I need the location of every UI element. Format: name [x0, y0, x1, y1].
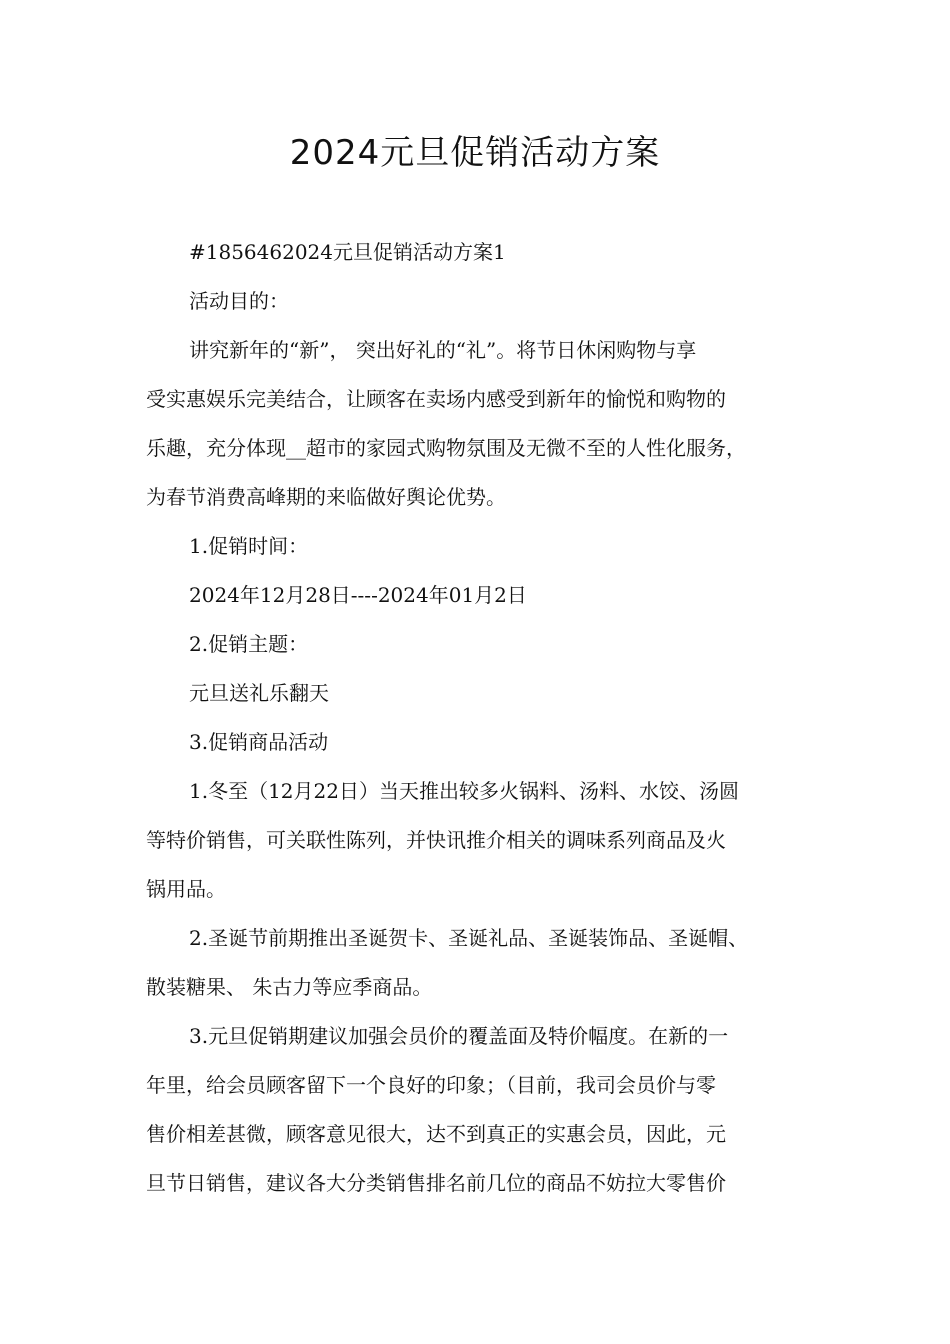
- paragraph-line: 2.促销主题：: [189, 632, 309, 656]
- paragraph-line: 旦节日销售，建议各大分类销售排名前几位的商品不妨拉大零售价: [146, 1171, 726, 1195]
- document-body: [146, 228, 810, 1208]
- paragraph-line: 1.冬至（12月22日）当天推出较多火锅料、汤料、水饺、汤圆: [189, 779, 739, 803]
- paragraph-line: 3.促销商品活动: [189, 730, 329, 754]
- document-title: 2024元旦促销活动方案: [289, 133, 661, 173]
- paragraph-line: 3.元旦促销期建议加强会员价的覆盖面及特价幅度。在新的一: [189, 1024, 729, 1048]
- paragraph-line: 锅用品。: [146, 877, 226, 901]
- paragraph-line: 2.圣诞节前期推出圣诞贺卡、圣诞礼品、圣诞装饰品、圣诞帽、: [189, 926, 749, 950]
- paragraph-line: 乐趣，充分体现__超市的家园式购物氛围及无微不至的人性化服务，: [146, 436, 746, 460]
- paragraph-line: 受实惠娱乐完美结合，让顾客在卖场内感受到新年的愉悦和购物的: [146, 387, 726, 411]
- paragraph-line: 活动目的：: [189, 289, 289, 313]
- paragraph-line: 2024年12月28日----2024年01月2日: [189, 583, 527, 607]
- paragraph-line: 等特价销售，可关联性陈列，并快讯推介相关的调味系列商品及火: [146, 828, 726, 852]
- paragraph-line: 元旦送礼乐翻天: [189, 681, 329, 705]
- paragraph-line: 1.促销时间：: [189, 534, 309, 558]
- paragraph-line: 年里，给会员顾客留下一个良好的印象；（目前，我司会员价与零: [146, 1073, 716, 1097]
- paragraph-line: 售价相差甚微，顾客意见很大，达不到真正的实惠会员，因此，元: [146, 1122, 726, 1146]
- paragraph-line: 为春节消费高峰期的来临做好舆论优势。: [146, 485, 506, 509]
- paragraph-line: #1856462024元旦促销活动方案1: [189, 240, 506, 264]
- paragraph-line: 散装糖果、 朱古力等应季商品。: [146, 975, 433, 999]
- paragraph-line: 讲究新年的“新”， 突出好礼的“礼”。将节日休闲购物与享: [189, 338, 697, 362]
